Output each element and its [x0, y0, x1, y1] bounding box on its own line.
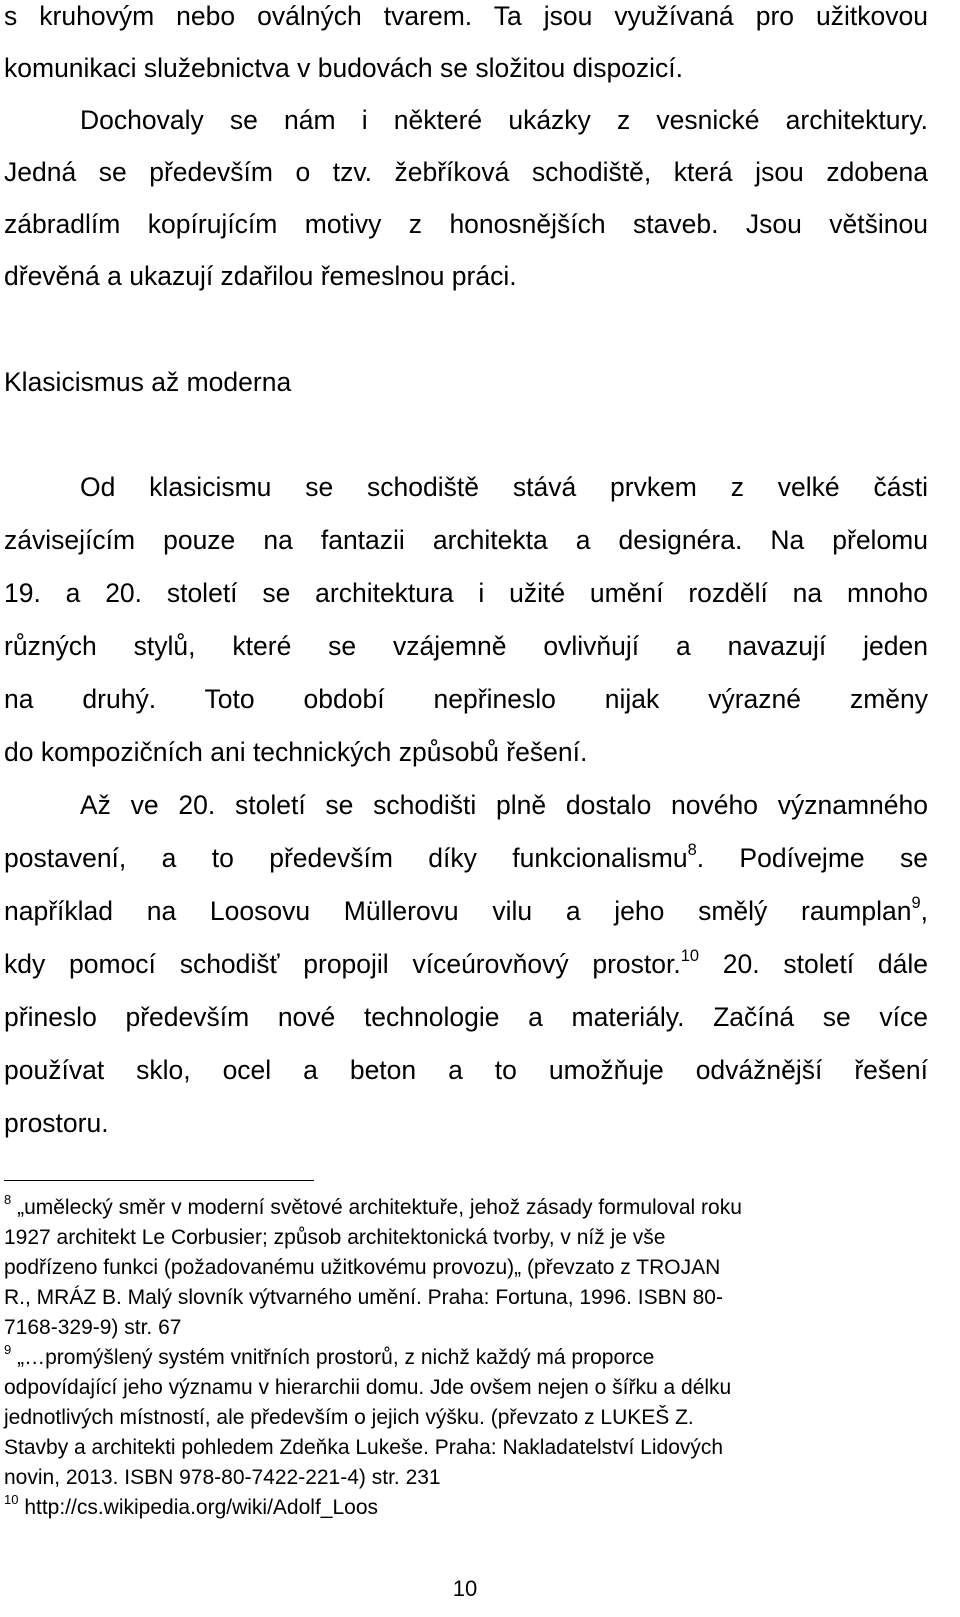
footnote-text: „umělecký směr v moderní světové architektuře, jehož zásady formuloval roku: [11, 1196, 742, 1219]
paragraph-line: komunikaci služebnictva v budovách se složitou dispozicí.: [4, 53, 684, 83]
line-text: postavení, a to především díky funkcionalismu: [4, 843, 688, 873]
footnote-line: 7168-329-9) str. 67: [4, 1316, 182, 1339]
footnote-line: Stavby a architekti pohledem Zdeňka Lukeše. Praha: Nakladatelství Lidových: [4, 1436, 724, 1459]
footnote-line: [4, 1342, 924, 1371]
paragraph-line: do kompozičních ani technických způsobů řešení.: [4, 737, 588, 767]
line-text: například na Loosovu Müllerovu vilu a jeho smělý raumplan: [4, 896, 912, 926]
footnote-line: odpovídající jeho významu v hierarchii domu. Jde ovšem nejen o šířku a délku: [4, 1376, 732, 1399]
footnote-number: 8: [4, 1192, 12, 1208]
footnote-line: 1927 architekt Le Corbusier; způsob architektonická tvorby, v níž je vše: [4, 1226, 666, 1249]
paragraph-line: Dochovaly se nám i některé ukázky z vesnické architektury.: [80, 105, 928, 135]
paragraph-line: [4, 895, 928, 927]
line-text: 20. století dále: [699, 949, 928, 979]
paragraph-line: zábradlím kopírujícím motivy z honosnějších staveb. Jsou většinou: [4, 209, 928, 239]
paragraph-line: používat sklo, ocel a beton a to umožňuje odvážnější řešení: [4, 1055, 928, 1085]
footnote-line: [4, 1492, 924, 1521]
footnote-ref[interactable]: 8: [687, 840, 697, 859]
footnote-line: [4, 1192, 924, 1221]
paragraph-line: Od klasicismu se schodiště stává prvkem z velké části: [80, 472, 928, 502]
paragraph-line: Až ve 20. století se schodišti plně dostalo nového významného: [80, 790, 928, 820]
footnote-link[interactable]: http://cs.wikipedia.org/wiki/Adolf_Loos: [18, 1496, 378, 1519]
line-text: . Podívejme se: [696, 843, 928, 873]
footnote-line: jednotlivých místností, ale především o jejich výšku. (převzato z LUKEŠ Z.: [4, 1406, 694, 1429]
paragraph-line: přineslo především nové technologie a materiály. Začíná se více: [4, 1002, 928, 1032]
paragraph-line: dřevěná a ukazují zdařilou řemeslnou práci.: [4, 261, 517, 291]
footnote-ref[interactable]: 10: [680, 946, 700, 965]
section-heading: Klasicismus až moderna: [4, 367, 292, 397]
footnote-separator: [4, 1180, 314, 1181]
paragraph-line: s kruhovým nebo oválných tvarem. Ta jsou využívaná pro užitkovou: [4, 1, 928, 31]
footnote-line: R., MRÁZ B. Malý slovník výtvarného umění. Praha: Fortuna, 1996. ISBN 80-: [4, 1286, 723, 1309]
paragraph-line: [4, 948, 928, 980]
paragraph-line: různých stylů, které se vzájemně ovlivňují a navazují jeden: [4, 631, 928, 661]
footnote-text: „…promýšlený systém vnitřních prostorů, z nichž každý má proporce: [11, 1346, 655, 1369]
footnote-number: 9: [4, 1342, 12, 1358]
paragraph-line: závisejícím pouze na fantazii architekta a designéra. Na přelomu: [4, 525, 928, 555]
paragraph-line: [4, 842, 928, 874]
paragraph-line: Jedná se především o tzv. žebříková schodiště, která jsou zdobena: [4, 157, 928, 187]
footnote-line: podřízeno funkci (požadovanému užitkovému provozu)„ (převzato z TROJAN: [4, 1256, 721, 1279]
paragraph-line: na druhý. Toto období nepřineslo nijak výrazné změny: [4, 684, 928, 714]
footnote-number: 10: [4, 1492, 19, 1508]
paragraph-line: 19. a 20. století se architektura i užité umění rozdělí na mnoho: [4, 578, 928, 608]
line-text: kdy pomocí schodišť propojil víceúrovňový prostor.: [4, 949, 681, 979]
footnote-line: novin, 2013. ISBN 978-80-7422-221-4) str. 231: [4, 1466, 441, 1489]
line-text: ,: [920, 896, 928, 926]
page-number: 10: [452, 1576, 478, 1601]
paragraph-line: prostoru.: [4, 1108, 109, 1138]
footnote-ref[interactable]: 9: [911, 893, 921, 912]
